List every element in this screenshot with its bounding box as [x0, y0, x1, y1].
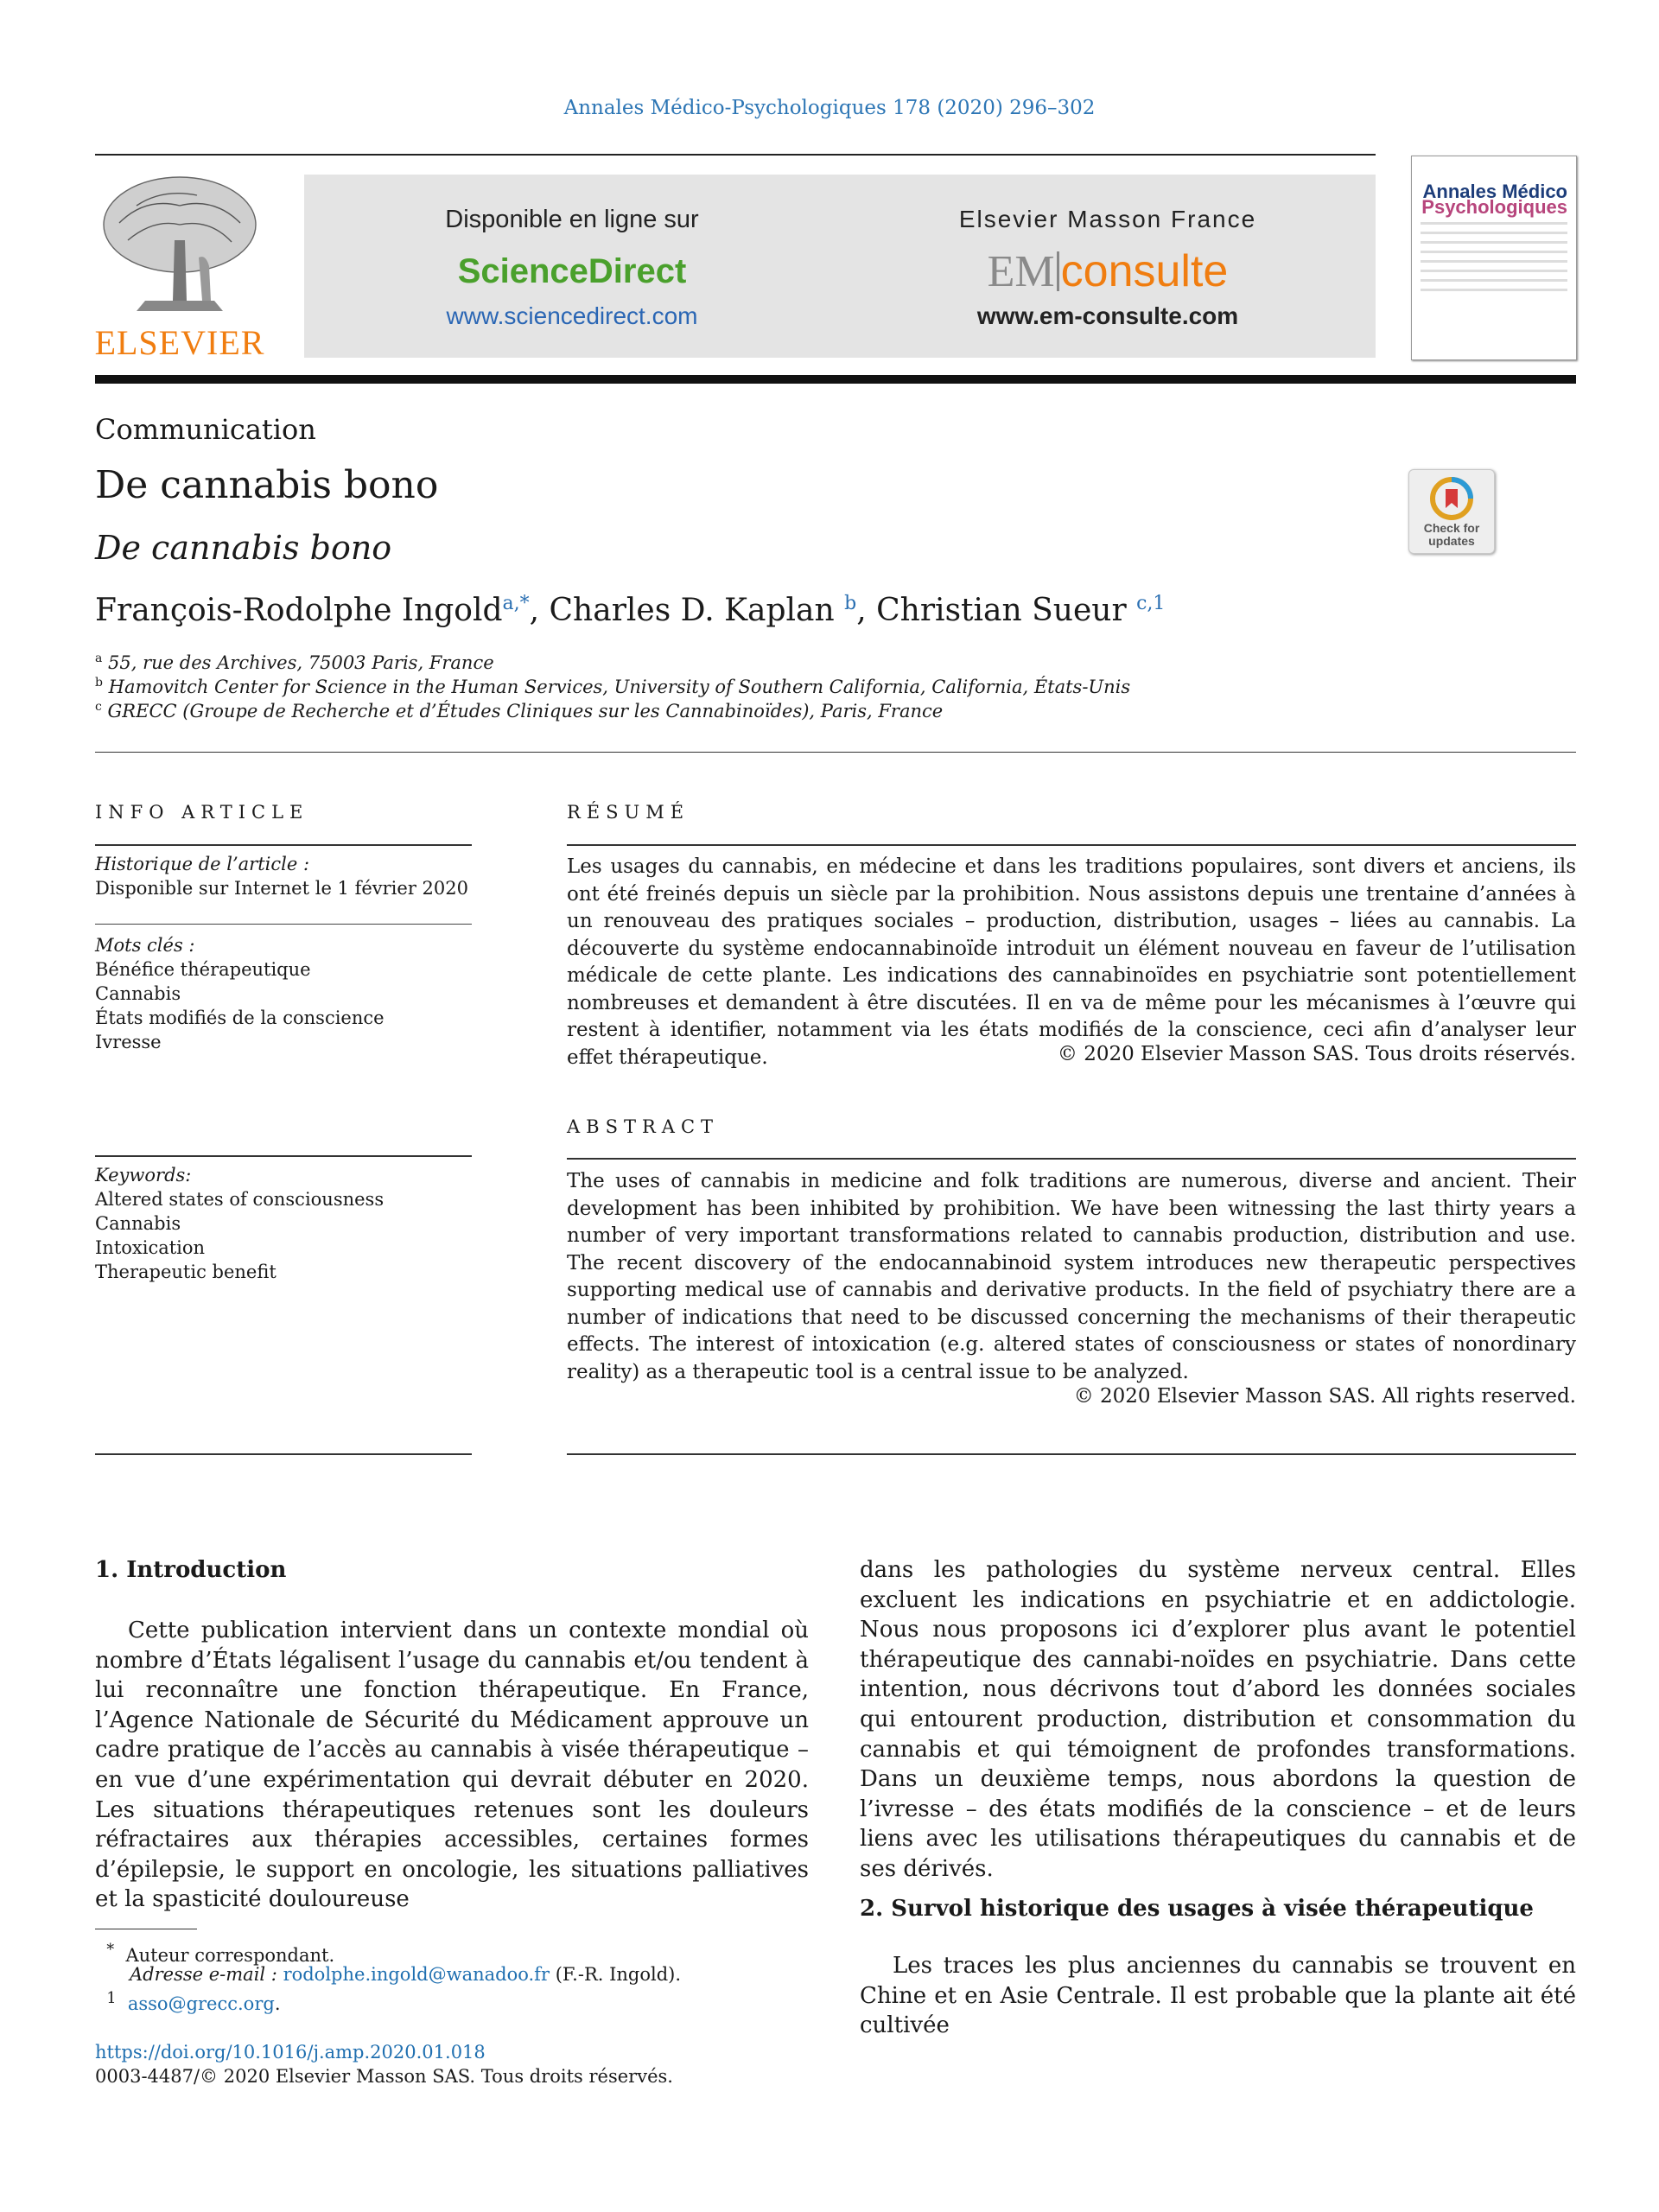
- author-name: François-Rodolphe Ingold: [95, 593, 503, 628]
- cover-title-line-1: Annales Médico: [1422, 181, 1567, 202]
- history-value: Disponible sur Internet le 1 février 2020: [95, 878, 468, 899]
- available-online-label: Disponible en ligne sur: [445, 206, 699, 233]
- affiliation-mark: c: [95, 700, 102, 714]
- body-paragraph: Cette publication intervient dans un contexte mondial où nombre d’États légalisent l’usage du cannabis et/ou tendent à lui reconnaître une fonction thérapeutique. En France, l’Agence Nationale de Sécurité du Médicament approuve un cadre pratique de l’accès au cannabis à visée thérapeutique – en vue d’une expérimentation qui devrait débuter en 2020. Les situations thérapeutiques retenues sont les douleurs réfractaires aux thérapies accessibles, certaines formes d’épilepsie, le support en oncologie, les situations palliatives et la spasticité douloureuse: [95, 1618, 809, 1913]
- footnote-mark: 1: [106, 1990, 117, 2007]
- info-divider: [95, 924, 472, 925]
- elsevier-wordmark: ELSEVIER: [94, 323, 265, 362]
- elsevier-tree-icon: [93, 171, 266, 316]
- info-divider: [95, 844, 472, 846]
- cover-line: [1421, 251, 1567, 253]
- body-paragraph: dans les pathologies du système nerveux central. Elles excluent les indications en psychiatrie et en addictologie. Nous nous proposons ici d’explorer plus avant le potentiel thérapeutique des cannabi-noïdes en psychiatrie. Dans cette intention, nous décrivons tout d’abord les données sociales qui entourent production, distribution et consommation du cannabis et qui témoignent de profondes transformations. Dans un deuxième temps, nous abordons la question de l’ivresse – des états modifiés de la conscience – et de leurs liens avec les utilisations thérapeutiques du cannabis et de ses dérivés.: [860, 1557, 1576, 1882]
- abstract-copyright: © 2020 Elsevier Masson SAS. All rights reserved.: [1073, 1385, 1576, 1408]
- keyword: Therapeutic benefit: [95, 1262, 276, 1282]
- em-logo-consulte: consulte: [1060, 246, 1229, 296]
- email-link[interactable]: asso@grecc.org: [127, 1993, 275, 2014]
- cover-line: [1421, 279, 1567, 282]
- resume-copyright: © 2020 Elsevier Masson SAS. Tous droits réservés.: [1057, 1043, 1576, 1065]
- keyword: Ivresse: [95, 1032, 162, 1052]
- header-divider: [95, 752, 1576, 753]
- body-paragraph: Les traces les plus anciennes du cannabis se trouvent en Chine et en Asie Centrale. Il est probable que la plante ait été cultivée: [860, 1953, 1576, 2039]
- footnote-mark: *: [106, 1942, 115, 1959]
- em-consulte-url[interactable]: www.em-consulte.com: [976, 302, 1239, 329]
- abstract-heading: ABSTRACT: [567, 1116, 720, 1137]
- header-thick-rule: [95, 375, 1576, 384]
- article-history: [95, 852, 468, 900]
- top-divider: [95, 154, 1376, 156]
- section-heading-introduction: 1. Introduction: [95, 1557, 287, 1583]
- check-for-updates-button[interactable]: [1408, 469, 1495, 554]
- cover-line: [1421, 241, 1567, 244]
- author-affiliation-mark[interactable]: a,*: [502, 593, 530, 614]
- keywords-divider: [95, 1155, 472, 1157]
- sciencedirect-block[interactable]: [304, 175, 840, 358]
- sciencedirect-url[interactable]: www.sciencedirect.com: [446, 302, 698, 329]
- footnote-email: [95, 1962, 681, 1986]
- keyword: Intoxication: [95, 1237, 206, 1258]
- affiliation: [95, 676, 1130, 697]
- keywords-en: [95, 1163, 384, 1284]
- elsevier-logo: [93, 171, 266, 363]
- article-subtitle: De cannabis bono: [95, 529, 392, 567]
- history-label: Historique de l’article :: [95, 854, 310, 874]
- article-title: De cannabis bono: [95, 463, 439, 507]
- em-consulte-block[interactable]: [840, 175, 1376, 358]
- publisher-name: Elsevier Masson France: [958, 206, 1257, 232]
- author-separator: ,: [529, 593, 550, 628]
- publisher-banner: [304, 175, 1376, 358]
- author-separator: ,: [856, 593, 877, 628]
- email-link[interactable]: rodolphe.ingold@wanadoo.fr: [283, 1964, 550, 1985]
- info-article-heading: INFO ARTICLE: [95, 802, 309, 823]
- author-affiliation-mark[interactable]: b: [844, 593, 857, 614]
- em-consulte-logo: [840, 245, 1376, 297]
- abstract-text: The uses of cannabis in medicine and folk traditions are numerous, diverse and ancient. Their development has been inhibited by prohibition. We have been witnessing the last thirty years a number of very important transformations related to cannabis production, distribution and use. The recent discovery of the endocannabinoid system introduces new therapeutic perspectives supporting medical use of cannabis and derivative products. In the field of psychiatry there are a number of indications that need to be discussed concerning the mechanisms of their therapeutic effects. The interest of intoxication (e.g. altered states of consciousness or states of nonordinary reality) as a therapeutic tool is a central issue to be analyzed.: [567, 1170, 1576, 1383]
- affiliation-mark: a: [95, 652, 103, 665]
- doi-link[interactable]: https://doi.org/10.1016/j.amp.2020.01.018: [95, 2042, 486, 2063]
- email-label: Adresse e-mail :: [130, 1964, 277, 1985]
- author-list: [95, 593, 1165, 628]
- author-name: Charles D. Kaplan: [549, 593, 835, 628]
- abstract-end-divider: [567, 1453, 1576, 1455]
- cover-line: [1421, 260, 1567, 263]
- keywords-fr: [95, 933, 385, 1054]
- footnote-association: [95, 1986, 281, 2016]
- keyword: États modifiés de la conscience: [95, 1007, 385, 1028]
- keyword: Cannabis: [95, 1213, 181, 1234]
- affiliation-text: 55, rue des Archives, 75003 Paris, France: [108, 652, 494, 673]
- author-name: Christian Sueur: [876, 593, 1127, 628]
- affiliation-text: Hamovitch Center for Science in the Human Services, University of Southern California, California, États-Unis: [108, 677, 1131, 697]
- resume-divider: [567, 844, 1576, 846]
- cover-title: [1421, 181, 1567, 218]
- keyword: Altered states of consciousness: [95, 1189, 385, 1210]
- email-owner: (F.-R. Ingold).: [555, 1964, 682, 1985]
- cover-line: [1421, 232, 1567, 234]
- crossmark-icon: [1430, 477, 1473, 520]
- keyword: Cannabis: [95, 983, 181, 1004]
- resume-text: Les usages du cannabis, en médecine et dans les traditions populaires, sont divers et anciens, ils ont été freinés depuis un siècle par la prohibition. Nous assistons depuis une trentaine d’années à un renouveau des pratiques sociales – production, distribution, usages – liées au cannabis. La découverte du système endocannabinoïde introduit un élément nouveau en faveur de l’utilisation médicale de cette plante. Les indications des cannabinoïdes en psychiatrie sont potentiellement nombreuses et demandent à être discutées. Il en va de même pour les mécanismes à l’œuvre qui restent à identifier, notamment via les états modifiés de la conscience, ceci afin d’analyser leur effet thérapeutique.: [567, 855, 1576, 1069]
- section-heading-historical-survey: 2. Survol historique des usages à visée thérapeutique: [860, 1896, 1534, 1922]
- em-logo-em: EM: [987, 247, 1055, 296]
- footnote-period: .: [274, 1993, 281, 2014]
- affiliation: [95, 700, 943, 721]
- issn-copyright: 0003-4487/© 2020 Elsevier Masson SAS. Tous droits réservés.: [95, 2066, 673, 2087]
- em-logo-bar: [1057, 251, 1059, 291]
- affiliation-text: GRECC (Groupe de Recherche et d’Études Cliniques sur les Cannabinoïdes), Paris, France: [107, 701, 944, 721]
- cover-line: [1421, 289, 1567, 291]
- keyword: Bénéfice thérapeutique: [95, 959, 311, 980]
- journal-cover-thumbnail[interactable]: [1411, 156, 1577, 360]
- journal-reference[interactable]: Annales Médico-Psychologiques 178 (2020) 296–302: [563, 97, 1096, 119]
- info-end-divider: [95, 1453, 472, 1455]
- cover-line: [1421, 222, 1567, 225]
- check-for-updates-label: Check for updates: [1423, 521, 1480, 548]
- footnote-text: Auteur correspondant.: [125, 1945, 335, 1966]
- affiliation: [95, 652, 494, 673]
- abstract-divider: [567, 1158, 1576, 1160]
- cover-title-line-2: Psychologiques: [1421, 196, 1567, 218]
- sciencedirect-logo: ScienceDirect: [457, 252, 687, 290]
- keywords-fr-label: Mots clés :: [95, 935, 195, 956]
- author-affiliation-mark[interactable]: c,1: [1136, 593, 1166, 614]
- keywords-en-label: Keywords:: [95, 1165, 192, 1185]
- article-type: Communication: [95, 413, 316, 446]
- affiliation-mark: b: [95, 676, 103, 690]
- cover-line: [1421, 270, 1567, 272]
- resume-heading: RÉSUMÉ: [567, 802, 690, 823]
